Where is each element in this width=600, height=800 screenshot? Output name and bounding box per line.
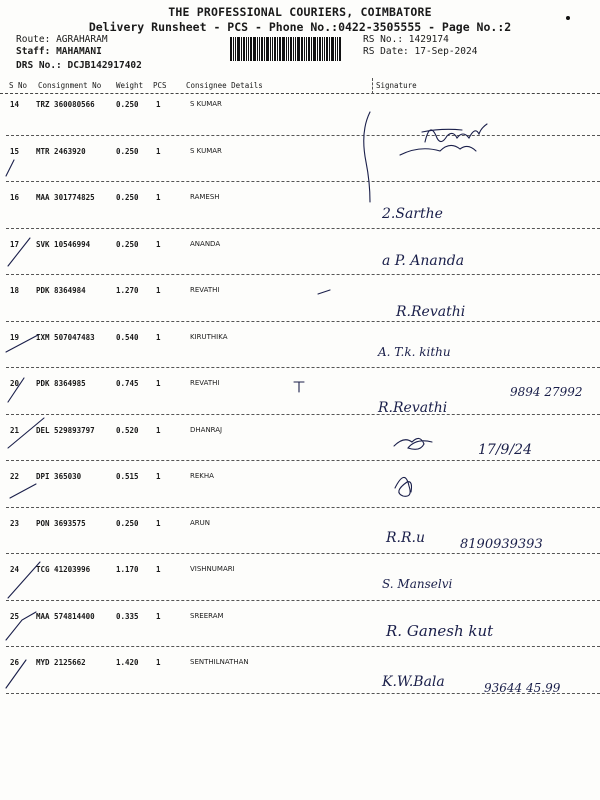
handwriting-r26-number: 93644 45.99 <box>484 681 561 695</box>
row-consignment: PON 3693575 <box>36 518 86 528</box>
row-pcs: 1 <box>156 472 161 481</box>
row-consignee: SREERAM <box>190 611 224 620</box>
row-consignment: DPI 365030 <box>36 472 82 481</box>
handwriting-r20-number: 9894 27992 <box>510 385 583 399</box>
row-sno: 14 <box>10 100 20 109</box>
row-weight: 1.170 <box>116 565 139 574</box>
row-pcs: 1 <box>156 518 161 528</box>
tick-19 <box>6 332 38 352</box>
row-consignee: REVATHI <box>190 286 220 294</box>
row-pcs: 1 <box>156 146 161 156</box>
col-weight: Weight <box>116 81 144 90</box>
row-pcs: 1 <box>156 565 161 574</box>
tick-15 <box>6 160 14 176</box>
row-weight: 0.250 <box>116 239 139 249</box>
handwriting-r24: S. Manselvi <box>382 577 453 591</box>
bracket-mark <box>364 112 370 202</box>
row-sno: 20 <box>10 379 20 388</box>
row-consignment: MYD 2125662 <box>36 658 86 667</box>
row-consignee: S KUMAR <box>190 146 222 155</box>
handwriting-r18: R.Revathi <box>396 304 466 320</box>
row-pcs: 1 <box>156 286 161 295</box>
tick-24 <box>8 562 40 598</box>
signature-15 <box>400 145 476 155</box>
row-sno: 26 <box>10 658 20 667</box>
row-sno: 24 <box>10 565 20 574</box>
runsheet-subtitle: Delivery Runsheet - PCS - Phone No.:0422-3505555 - Page No.:2 <box>88 20 512 34</box>
col-consignment: Consignment No <box>38 81 102 90</box>
handwriting-r23: R.R.u <box>386 530 425 546</box>
runsheet-title: THE PROFESSIONAL COURIERS, COIMBATORE <box>168 5 432 19</box>
row-weight: 0.515 <box>116 472 139 481</box>
row-sno: 19 <box>10 332 20 342</box>
row-consignee: ARUN <box>190 518 211 527</box>
signature-14 <box>422 124 487 142</box>
row-sno: 16 <box>10 193 20 202</box>
row-weight: 0.540 <box>116 332 139 342</box>
row-consignee: DHANRAJ <box>190 425 223 434</box>
row-sno: 23 <box>10 518 20 528</box>
row-consignment: MAA 301774825 <box>36 193 95 202</box>
tick-17 <box>8 238 30 266</box>
row-consignment: MTR 2463920 <box>36 146 86 156</box>
tick-21 <box>8 418 44 448</box>
row-sno: 17 <box>10 239 20 249</box>
rs-date-value: 17-Sep-2024 <box>414 46 478 57</box>
row-pcs: 1 <box>156 658 161 667</box>
row-pcs: 1 <box>156 193 161 202</box>
dash-mark <box>318 290 330 294</box>
row-weight: 0.250 <box>116 518 139 528</box>
tick-25 <box>6 612 36 640</box>
handwriting-r20: R.Revathi <box>378 400 448 416</box>
route-label: Route: <box>16 34 51 45</box>
row-consignment: PDK 8364985 <box>36 379 86 388</box>
col-signature: Signature <box>376 81 417 90</box>
row-sno: 22 <box>10 472 20 481</box>
row-consignment: DEL 529893797 <box>36 425 95 435</box>
row-consignee: ANANDA <box>190 239 221 248</box>
row-weight: 0.745 <box>116 379 139 388</box>
handwriting-r25: R. Ganesh kut <box>386 622 494 640</box>
signature-22 <box>395 477 412 496</box>
row-sno: 21 <box>10 425 20 435</box>
handwriting-r17: a P. Ananda <box>382 253 465 269</box>
rs-date-label: RS Date: <box>363 46 409 57</box>
row-consignee: S KUMAR <box>190 100 222 108</box>
row-pcs: 1 <box>156 425 161 435</box>
drs-value: DCJB142917402 <box>67 60 142 71</box>
row-sno: 15 <box>10 146 20 156</box>
tick-26 <box>6 660 26 688</box>
col-sno: S No <box>9 81 28 90</box>
row-sno: 25 <box>10 611 20 621</box>
row-consignment: SVK 10546994 <box>36 239 91 249</box>
handwriting-r23-number: 8190939393 <box>460 537 543 552</box>
row-weight: 0.520 <box>116 425 139 435</box>
handwriting-r21-date: 17/9/24 <box>478 442 532 458</box>
handwriting-r19: A. T.k. kithu <box>378 345 451 359</box>
row-consignee: SENTHILNATHAN <box>190 658 249 666</box>
tick-20 <box>8 378 24 402</box>
row-pcs: 1 <box>156 379 161 388</box>
t-mark <box>294 382 304 392</box>
row-pcs: 1 <box>156 611 161 621</box>
row-weight: 1.420 <box>116 658 139 667</box>
row-weight: 1.270 <box>116 286 139 295</box>
row-weight: 0.335 <box>116 611 139 621</box>
row-pcs: 1 <box>156 332 161 342</box>
row-consignment: MAA 574814400 <box>36 611 95 621</box>
drs-label: DRS No.: <box>16 60 62 71</box>
row-pcs: 1 <box>156 100 161 109</box>
handwriting-r16: 2.Sarthe <box>382 206 443 222</box>
handwriting-r26: K.W.Bala <box>382 674 445 690</box>
signature-21 <box>394 438 432 449</box>
staff-value: MAHAMANI <box>56 46 102 57</box>
row-pcs: 1 <box>156 239 161 249</box>
row-consignment: IXM 507047483 <box>36 332 95 342</box>
row-consignee: REVATHI <box>190 379 220 387</box>
row-consignment: TCG 41203996 <box>36 565 91 574</box>
row-weight: 0.250 <box>116 146 139 156</box>
row-consignment: PDK 8364984 <box>36 286 86 295</box>
route-value: AGRAHARAM <box>56 34 108 45</box>
tick-22 <box>10 484 36 498</box>
row-weight: 0.250 <box>116 100 139 109</box>
row-consignee: VISHNUMARI <box>190 565 235 573</box>
col-pcs: PCS <box>153 81 167 90</box>
row-consignee: RAMESH <box>190 193 220 201</box>
rs-no-value: 1429174 <box>408 34 449 45</box>
staff-label: Staff: <box>16 46 51 57</box>
col-consignee: Consignee Details <box>186 81 263 90</box>
rs-no-label: RS No.: <box>363 34 404 45</box>
row-sno: 18 <box>10 286 20 295</box>
row-consignee: KIRUTHIKA <box>190 332 228 341</box>
row-consignment: TRZ 360080566 <box>36 100 95 109</box>
row-weight: 0.250 <box>116 193 139 202</box>
row-consignee: REKHA <box>190 472 214 480</box>
